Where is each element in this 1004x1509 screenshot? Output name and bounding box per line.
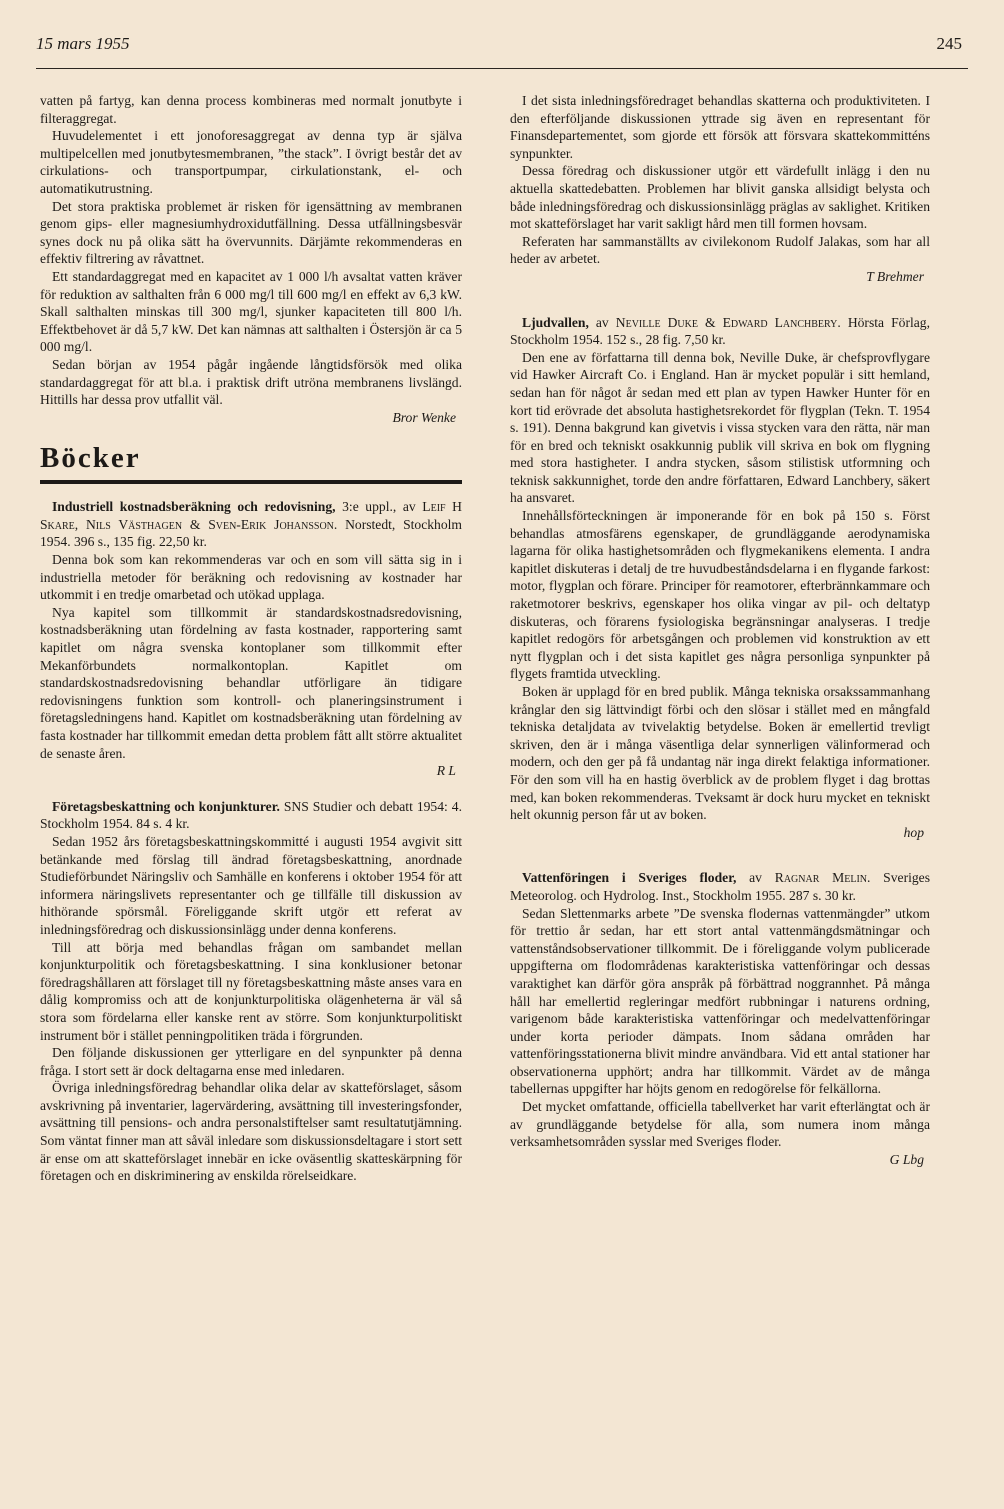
paragraph: Till att börja med behandlas frågan om sambandet mellan konjunkturpolitik och företagsbeskattning. I sina konklusioner betonar föredragshållaren att förslaget till ny företagsbeskattning måste anses vara en dålig kompromiss och att de konjunkturpolitiska olägenheterna är väl så stora som fördelarna eller kanske rent av större. Som konjunkturpolitiskt instrument bör i stället penningpolitiken träda i förgrunden.: [40, 939, 462, 1043]
spacer: [40, 780, 462, 798]
book-title: Vattenföringen i Sveriges floder,: [522, 870, 737, 886]
book-meta: 3:e uppl., av: [335, 499, 423, 515]
paragraph: Dessa föredrag och diskussioner utgör ett värdefullt inlägg i den nu aktuella skattedebatten. Problemen har blivit ganska allsidigt belysta och både inledningsföredrag och diskussionsinlägg präglas av saklighet. Kritiken mot skatteförslaget har varit sakligt hård men till formen hovsam.: [510, 163, 930, 232]
section-rule: [40, 480, 462, 484]
book-title: Industriell kostnadsberäkning och redovisning,: [52, 499, 336, 515]
page-number: 245: [936, 34, 962, 53]
review-heading: [510, 314, 930, 349]
book-authors: Neville Duke & Edward Lanchbery.: [615, 314, 841, 330]
header-rule: [36, 68, 968, 69]
paragraph: Denna bok som kan rekommenderas var och en som vill sätta sig in i industriella metoder för beräkning och redovisning av kostnader har utkommit i en tredje omarbetad och utökad upplaga.: [40, 552, 462, 603]
issue-date: 15 mars 1955: [36, 34, 130, 53]
reviewer-signature: T Brehmer: [866, 268, 924, 284]
section-title: Böcker: [40, 442, 141, 475]
right-column: [510, 92, 930, 1168]
page-header: [36, 34, 968, 66]
paragraph: Den följande diskussionen ger ytterligare en del synpunkter på denna fråga. I stort sett är dock deltagarna ense med inledaren.: [40, 1045, 462, 1078]
book-meta: SNS Studier och debatt 1954: 4. Stockholm 1954. 84 s. 4 kr.: [40, 798, 462, 832]
paragraph: Referaten har sammanställts av civilekonom Rudolf Jalakas, som har all heder av arbetet.: [510, 233, 930, 267]
paragraph: Sedan 1952 års företagsbeskattningskommitté i augusti 1954 avgivit sitt betänkande med förslag till ändrad företagsbeskattning, anordnade Studieförbundet Näringsliv och Samhälle en konferens i oktober 1954 för att informera näringslivets representanter och ge tillfälle till diskussion av hithörande spörsmål. Föreliggande skrift utgör ett referat av inledningsföredrag och diskussionsinlägg under denna konferens.: [40, 833, 462, 937]
book-meta: Sveriges Meteorolog. och Hydrolog. Inst., Stockholm 1955. 287 s. 30 kr.: [510, 870, 930, 903]
book-meta: av: [736, 870, 775, 886]
book-authors: Ragnar Melin.: [774, 870, 871, 886]
review-heading: [40, 798, 462, 833]
book-meta: Hörsta Förlag, Stockholm 1954. 152 s., 28 fig. 7,50 kr.: [510, 314, 930, 348]
book-title: Företagsbeskattning och konjunkturer.: [52, 798, 280, 814]
reviewer-signature: R L: [436, 763, 456, 779]
paragraph: Nya kapitel som tillkommit är standardskostnadsredovisning, kostnadsberäkning utan fördelning av fasta kostnader, rapportering samt kapitlet om några svenska kontoplaner som tillkommit efter Mekanförbundets normalkontoplan. Kapitlet om standardskostnadsredovisning behandlar utförligare än tidigare redovisningens funktion som kontroll- och planeringsinstrument i företagsledningens hand. Kapitlet om kostnadsberäkning utan fördelning av fasta kostnader har tillkommit emedan detta problem fått allt större aktualitet de senaste åren.: [40, 604, 462, 761]
paragraph: Övriga inledningsföredrag behandlar olika delar av skatteförslaget, såsom avskrivning på inventarier, lagervärdering, avsättning till investeringsfonder, avsättning till pensions- och andra personalstiftelser samt resultatutjämning. Som väntat finner man att såväl inledare som diskussionsdeltagare i stort sett är ense om att skatteförslaget innebär en icke oväsentlig skatteskärpning för företagen och en diskriminering av enskilda rörelseidkare.: [40, 1080, 462, 1184]
paragraph: Ett standardaggregat med en kapacitet av 1 000 l/h avsaltat vatten kräver för reduktion av salthalten från 6 000 mg/l till 600 mg/l en effekt av 6,3 kW. Skall salthalten minskas till 300 mg/l, sjunker kapaciteten till 800 l/h. Effektbehovet är då 5,7 kW. Det kan nämnas att salthalten i Östersjön är ca 5 000 mg/l.: [40, 268, 462, 355]
reviewer-signature: hop: [903, 824, 924, 840]
paragraph: Det mycket omfattande, officiella tabellverket har varit efterlängtat och är av grundläggande betydelse för alla, som numera inom många verksamhetsområden sysslar med Sveriges floder.: [510, 1099, 930, 1150]
paragraph: Sedan Slettenmarks arbete ”De svenska flodernas vattenmängder” utkom för trettio år sedan, har ett stort antal vattenmängdsmätningar och vattenståndsobservationer tillkommit. De i föreliggande volym publicerade uppgifterna om flodområdenas karakteristiska vattenföringar och dessas varaktighet kan därför göra anspråk på förbättrad noggrannhet. På många håll har emellertid regleringar medfört rubbningar i naturens ordning, varigenom både karakteristiska vattenföringar och medelvattenföringar under korta perioder dämpats. Inom sådana områden har vattenföringsstationerna blivit mindre användbara. Vid ett antal stationer har observationerna upphört; andra har tillkommit. Värdet av de många tabellernas uppgifter har höjts genom en redogörelse för felkällorna.: [510, 905, 930, 1097]
review-heading: [40, 498, 462, 551]
paragraph: Sedan början av 1954 pågår ingående långtidsförsök med olika standardaggregat för att bl.a. i praktisk drift utröna membranens livslängd. Hittills har dessa prov utfallit väl.: [40, 356, 462, 408]
spacer: [510, 286, 930, 314]
paragraph: Innehållsförteckningen är imponerande för en bok på 150 s. Först behandlas atmosfärens egenskaper, de grundläggande aerodynamiska lagarna för olika hastighetsområden och flygmekanikens elementa. I andra kapitlet diskuteras i detalj de tre huvudbeståndsdelarna i en flygande farkost: motor, flygplan och förare. Principer för reamotorer, efterbrännkammare och raketmotorer beskrivs, egenskaper hos olika vingar av pil- och deltatyp diskuteras, och förarens fysiologiska begränsningar analyseras. I tredje kapitlet redogörs för arbetsgången och problemen vid konstruktion av ett nytt flygplan och i det sista kapitlet ges några personliga synpunkter på flygets framtida utveckling.: [510, 508, 930, 682]
book-authors: Leif H Skare, Nils Västhagen & Sven-Erik Johansson.: [40, 499, 462, 532]
paragraph: Huvudelementet i ett jonoforesaggregat av denna typ är själva multipelcellen med jonutbytesmembranen, ”the stack”. I övrigt består det av cirkulations- och transportpumpar, cirkulationstank, el- och automatikutrustning.: [40, 128, 462, 196]
paragraph: Det stora praktiska problemet är risken för igensättning av membranen genom gips- eller magnesiumhydroxidutfällning. Dessa utfällningsbesvär synes dock nu på olika sätt ha övervunnits. Därjämte rekommenderas en effektiv filtrering av råvattnet.: [40, 198, 462, 267]
paragraph: Den ene av författarna till denna bok, Neville Duke, är chefsprovflygare vid Hawker Aircraft Co. i England. Han är mycket populär i sitt hemland, sedan han för något år sedan med ett plan av typen Hawker Hunter för en kort tid erövrade det absoluta hastighetsrekordet för flygplan (Tekn. T. 1954 s. 191). Denna bakgrund kan givetvis i vissa stycken vara den rätta, när man för en bred och tekniskt osakkunnig publik vill skriva en bok om flygning med stora hastigheter. I andra stycken, såsom stilistisk utformning och teknisk sakkunnighet, torde den andre författaren, Edward Lanchbery, säkert ha ansvaret.: [510, 349, 930, 506]
paragraph: Boken är upplagd för en bred publik. Många tekniska orsakssammanhang krånglar den sig lättvindigt förbi och den slösar i stället med en mångfald tekniska detaljdata av tvivelaktig betydelse. Boken är emellertid trevligt skriven, den är i många väsentliga delar synnerligen välinformerad och modern, och den ger på få undantag när inga direkt felaktiga informationer. För den som vill ha en hastig överblick av de problem flyget i dag brottas med, kan boken rekommenderas. Tveksamt är dock huru mycket en tekniskt helt okunnig person får ut av boken.: [510, 684, 930, 823]
left-column: [40, 92, 462, 1185]
paragraph: I det sista inledningsföredraget behandlas skatterna och produktiviteten. I den efterföljande diskussionen yttrade sig även en representant för Finansdepartementet, som gjorde ett försök att försvara skattekommitténs synpunkter.: [510, 93, 930, 161]
book-title: Ljudvallen,: [522, 314, 589, 330]
spacer: [510, 841, 930, 869]
book-meta: av: [588, 314, 616, 330]
book-meta: Norstedt, Stockholm 1954. 396 s., 135 fig. 22,50 kr.: [40, 516, 463, 550]
review-heading: [510, 869, 930, 904]
author-signature: Bror Wenke: [392, 409, 456, 425]
paragraph: vatten på fartyg, kan denna process kombineras med normalt jonutbyte i filteraggregat.: [40, 93, 462, 126]
reviewer-signature: G Lbg: [889, 1151, 924, 1167]
